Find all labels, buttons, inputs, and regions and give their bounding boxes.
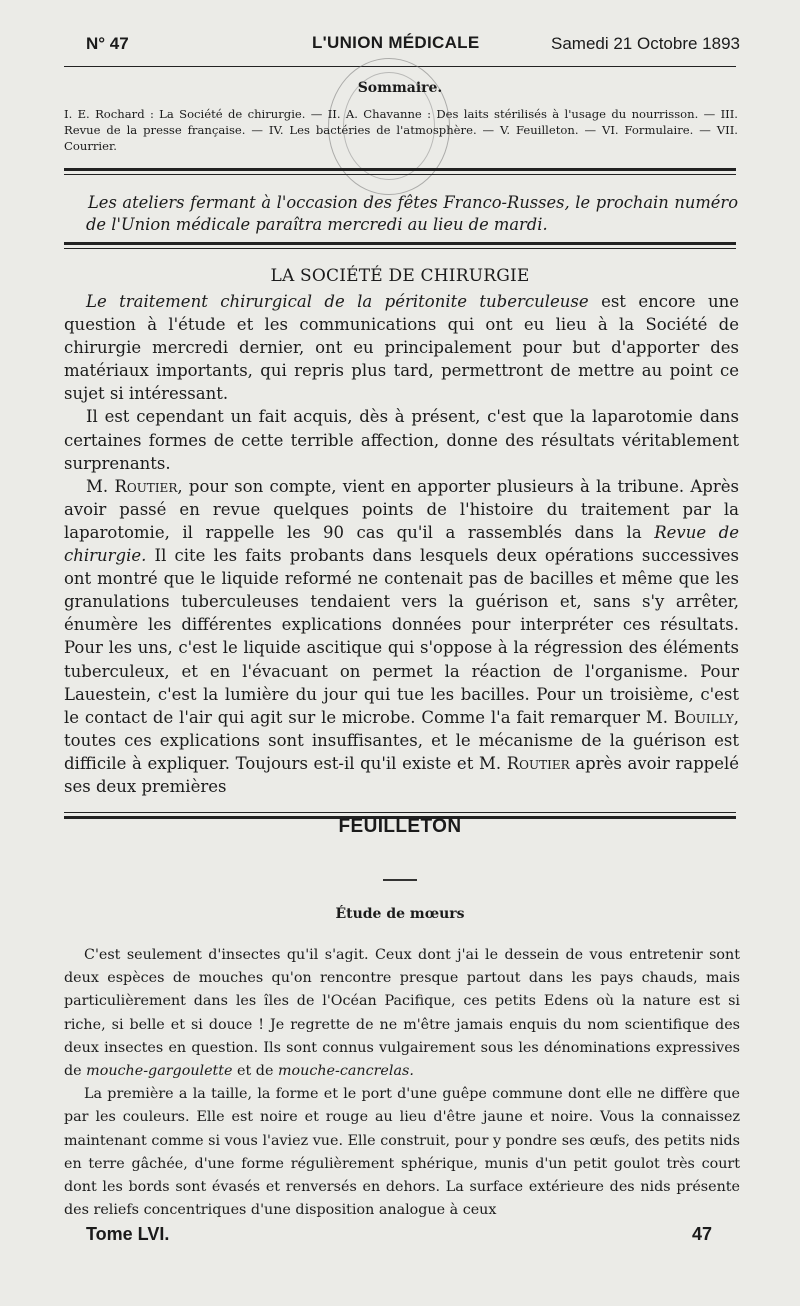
journal-reference: Revue de chirurgie. bbox=[64, 522, 739, 566]
issue-date: Samedi 21 Octobre 1893 bbox=[550, 34, 740, 53]
article-body bbox=[64, 290, 739, 798]
divider-thin bbox=[64, 248, 736, 249]
divider-thin bbox=[64, 174, 736, 175]
author-name: Routier bbox=[114, 476, 178, 496]
article-paragraph: M. Routier, pour son compte, vient en apporter plusieurs à la tribune. Après avoir passé en revue quelques points de l'histoire du traitement par la laparotomie, il rappelle les 90 cas qu'il a rassemblés dans la Revue de chirurgie. Il cite les faits probants dans lesquels deux opérations successives ont montré que le liquide reformé ne contenait pas de bacilles et même que les granulations tuberculeuses tendaient vers la guérison et, sans s'y arrêter, énumère les différentes explications données pour interpréter ces résultats. Pour les uns, c'est le liquide ascitique qui s'oppose à la régression des éléments tuberculeux, et en l'évacuant on permet la réaction de l'organisme. Pour Lauestein, c'est la lumière du jour qui tue les bacilles. Pour un troisième, c'est le contact de l'air qui agit sur le microbe. Comme l'a fait remarquer M. Bouilly, toutes ces explications sont insuffisantes, et le mécanisme de la guérison est difficile à expliquer. Toujours est-il qu'il existe et M. Routier après avoir rappelé ses deux premières bbox=[64, 476, 740, 796]
issue-number: N° 47 bbox=[86, 34, 129, 53]
tome-label: Tome LVI. bbox=[86, 1224, 170, 1244]
insect-name: mouche-cancrelas. bbox=[277, 1063, 414, 1080]
article-paragraph: Il est cependant un fait acquis, dès à présent, c'est que la laparotomie dans certaines formes de cette terrible affection, donne des résultats véritablement surprenants. bbox=[64, 407, 739, 473]
feuilleton-subtitle: Étude de mœurs bbox=[335, 906, 465, 922]
article-title: LA SOCIÉTÉ DE CHIRURGIE bbox=[270, 266, 530, 286]
sommaire-heading: Sommaire. bbox=[357, 80, 443, 96]
article-lead: Le traitement chirurgical de la péritonite tuberculeuse bbox=[86, 292, 589, 311]
divider-thick bbox=[64, 242, 736, 245]
author-name: Bouilly bbox=[673, 707, 734, 727]
notice-text: Les ateliers fermant à l'occasion des fêtes Franco-Russes, le prochain numéro de l'Union médicale paraîtra mercredi au lieu de mardi. bbox=[86, 193, 738, 234]
sommaire-text: I. E. Rochard : La Société de chirurgie. — II. A. Chavanne : Des laits stérilisés à l'usage du nourrisson. — III. Revue de la presse française. — IV. Les bactéries de l'atmosphère. — V. Feuilleton. — VI. Formulaire. — VII. Courrier. bbox=[64, 107, 738, 153]
feuilleton-paragraph: La première a la taille, la forme et le port d'une guêpe commune dont elle ne diffère que par les couleurs. Elle est noire et rouge au lieu d'être jaune et noire. Vous la connaissez maintenant comme si vous l'aviez vue. Elle construit, pour y pondre ses œufs, des petits nids en terre gâchée, d'une forme régulièrement sphérique, munis d'un petit goulot très court dont les bords sont évasés et renversés en dehors. La surface extérieure des nids présente des reliefs concentriques d'une disposition analogue à ceux bbox=[64, 1086, 740, 1219]
article-paragraph: Le traitement chirurgical de la péritonite tuberculeuse est encore une question à l'étude et les communications qui ont eu lieu à la Société de chirurgie mercredi dernier, ont eu principalement pour but d'apporter des matériaux importants, qui repris plus tard, permettront de mettre au point ce sujet si intéressant. bbox=[64, 292, 739, 404]
feuilleton-title: FEUILLETON bbox=[338, 816, 462, 837]
feuilleton-paragraph: C'est seulement d'insectes qu'il s'agit. Ceux dont j'ai le dessein de vous entretenir sont deux espèces de mouches qu'on rencontre presque partout dans les pays chauds, mais particulièrement dans les îles de l'Océan Pacifique, ces petits Edens où la nature est si riche, si belle et si douce ! Je regrette de ne m'être jamais enquis du nom scientifique des deux insectes en question. Ils sont connus vulgairement sous les dénominations expressives de mouche-gargoulette et de mouche-cancrelas. bbox=[64, 947, 740, 1080]
page-number: 47 bbox=[691, 1224, 712, 1244]
author-name: Routier bbox=[506, 753, 570, 773]
divider-thin bbox=[64, 812, 736, 813]
divider-thick bbox=[64, 168, 736, 171]
feuilleton-body bbox=[64, 944, 740, 1222]
feuilleton-dash bbox=[383, 879, 417, 881]
journal-title: L'UNION MÉDICALE bbox=[312, 33, 480, 52]
insect-name: mouche-gargoulette bbox=[86, 1063, 233, 1080]
masthead bbox=[86, 32, 740, 58]
page-footer bbox=[86, 1224, 712, 1246]
